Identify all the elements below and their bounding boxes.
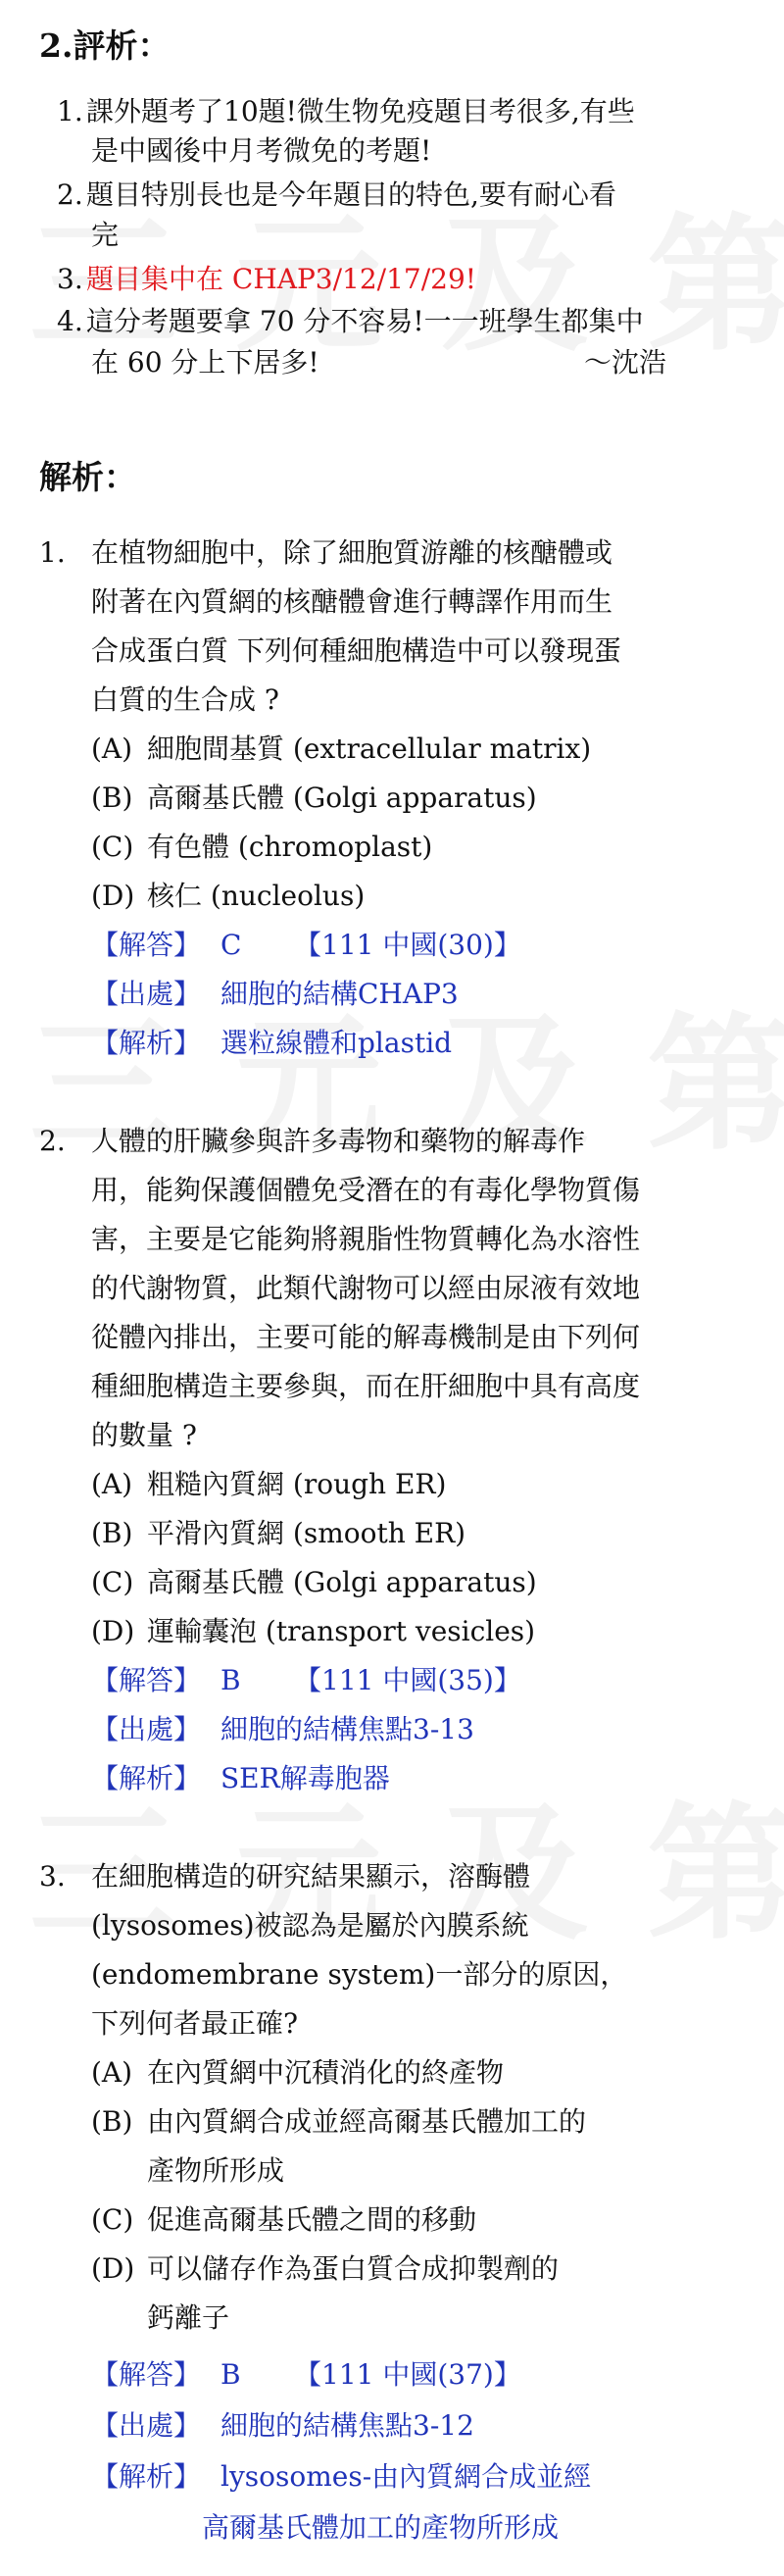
- q3-source-value: 細胞的結構焦點3-12: [220, 2409, 474, 2442]
- q2-stem-line-1: 人體的肝臟參與許多毒物和藥物的解毒作: [91, 1125, 586, 1157]
- q1-source-value: 細胞的結構CHAP3: [220, 978, 459, 1010]
- q3-explain-line-2: 高爾基氏體加工的產物所形成: [202, 2511, 560, 2544]
- q3-answer-tag: 【解答】: [91, 2358, 202, 2391]
- q1-option-c-text: 有色體 (chromoplast): [147, 831, 433, 863]
- q3-number: 3.: [39, 1860, 66, 1893]
- review-item-1-line-1: 課外題考了10題!微生物免疫題目考很多,有些: [86, 95, 635, 127]
- q2-option-b-text: 平滑內質網 (smooth ER): [147, 1517, 466, 1549]
- q2-option-c-text: 高爾基氏體 (Golgi apparatus): [147, 1566, 537, 1598]
- q3-option-a-text: 在內質網中沉積消化的終產物: [147, 2056, 505, 2089]
- q2-stem-line-7: 的數量 ?: [91, 1419, 197, 1451]
- q3-stem-line-3: (endomembrane system)一部分的原因，: [91, 1958, 628, 1991]
- review-item-3-line-1: 題目集中在 CHAP3/12/17/29!: [86, 263, 477, 295]
- q1-answer-tag: 【解答】: [91, 929, 202, 961]
- q3-option-b-text-1: 由內質網合成並經高爾基氏體加工的: [147, 2105, 587, 2138]
- q2-stem-line-4: 的代謝物質，此類代謝物可以經由尿液有效地: [91, 1272, 641, 1304]
- review-item-3-num: 3.: [57, 263, 83, 295]
- q2-option-d-label: (D): [91, 1615, 135, 1647]
- q2-answer-value: B: [220, 1664, 241, 1696]
- q1-option-b-label: (B): [91, 782, 133, 814]
- q3-option-a-label: (A): [91, 2056, 133, 2089]
- q2-explain-tag: 【解析】: [91, 1762, 202, 1794]
- q3-option-d-text-2: 鈣離子: [147, 2301, 230, 2334]
- q1-option-d-text: 核仁 (nucleolus): [147, 880, 366, 912]
- q2-option-b-label: (B): [91, 1517, 133, 1549]
- q2-answer-tag: 【解答】: [91, 1664, 202, 1696]
- analysis-heading: 解析：: [39, 458, 136, 496]
- q1-explain-tag: 【解析】: [91, 1027, 202, 1059]
- q3-exam-reference: 【111 中國(37)】: [294, 2358, 521, 2391]
- q2-option-a-label: (A): [91, 1468, 133, 1500]
- q1-stem-line-1: 在植物細胞中，除了細胞質游離的核醣體或: [91, 536, 613, 569]
- q2-explain-line-1: SER解毒胞器: [220, 1762, 390, 1794]
- q3-option-b-label: (B): [91, 2105, 133, 2138]
- q3-answer-value: B: [220, 2358, 241, 2391]
- q1-answer-value: C: [220, 929, 242, 961]
- q3-option-b-text-2: 產物所形成: [147, 2154, 285, 2187]
- q1-exam-reference: 【111 中國(30)】: [294, 929, 521, 961]
- q1-option-a-text: 細胞間基質 (extracellular matrix): [147, 732, 592, 765]
- q2-option-a-text: 粗糙內質網 (rough ER): [147, 1468, 447, 1500]
- q2-stem-line-5: 從體內排出，主要可能的解毒機制是由下列何: [91, 1321, 641, 1353]
- q1-source-tag: 【出處】: [91, 978, 202, 1010]
- q2-number: 2.: [39, 1125, 66, 1157]
- q3-explain-tag: 【解析】: [91, 2460, 202, 2493]
- q3-source-tag: 【出處】: [91, 2409, 202, 2442]
- q1-option-b-text: 高爾基氏體 (Golgi apparatus): [147, 782, 537, 814]
- q1-stem-line-2: 附著在內質網的核醣體會進行轉譯作用而生: [91, 585, 613, 618]
- q3-stem-line-4: 下列何者最正確?: [91, 2007, 299, 2040]
- q2-option-c-label: (C): [91, 1566, 134, 1598]
- review-item-2-num: 2.: [57, 178, 83, 211]
- q1-stem-line-4: 白質的生合成 ?: [91, 683, 279, 716]
- review-item-4-line-2: 在 60 分上下居多!: [91, 346, 319, 379]
- q3-option-d-text-1: 可以儲存作為蛋白質合成抑製劑的: [147, 2252, 560, 2285]
- review-item-1-line-2: 是中國後中月考微免的考題!: [91, 134, 432, 167]
- review-heading: 2.評析：: [39, 26, 171, 65]
- q3-option-c-label: (C): [91, 2203, 134, 2236]
- q2-stem-line-6: 種細胞構造主要參與，而在肝細胞中具有高度: [91, 1370, 641, 1402]
- review-item-2-line-2: 完: [91, 219, 120, 251]
- q1-option-c-label: (C): [91, 831, 134, 863]
- q3-explain-line-1: lysosomes-由內質網合成並經: [220, 2460, 592, 2493]
- q2-source-tag: 【出處】: [91, 1713, 202, 1745]
- q1-stem-line-3: 合成蛋白質 下列何種細胞構造中可以發現蛋: [91, 634, 621, 667]
- q1-explain-line-1: 選粒線體和plastid: [220, 1027, 453, 1059]
- review-item-4-num: 4.: [57, 305, 83, 337]
- q3-stem-line-1: 在細胞構造的研究結果顯示，溶酶體: [91, 1860, 531, 1893]
- q1-option-a-label: (A): [91, 732, 133, 765]
- q2-stem-line-2: 用，能夠保護個體免受潛在的有毒化學物質傷: [91, 1174, 641, 1206]
- q3-option-d-label: (D): [91, 2252, 135, 2285]
- review-item-4-line-1: 這分考題要拿 70 分不容易!一一班學生都集中: [86, 305, 644, 337]
- q1-number: 1.: [39, 536, 66, 569]
- q2-option-d-text: 運輸囊泡 (transport vesicles): [147, 1615, 536, 1647]
- q3-stem-line-2: (lysosomes)被認為是屬於內膜系統: [91, 1909, 529, 1942]
- q2-stem-line-3: 害，主要是它能夠將親脂性物質轉化為水溶性: [91, 1223, 641, 1255]
- q3-option-c-text: 促進高爾基氏體之間的移動: [147, 2203, 477, 2236]
- review-item-2-line-1: 題目特別長也是今年題目的特色,要有耐心看: [86, 178, 616, 211]
- review-signature: ～沈浩: [584, 346, 667, 379]
- q2-exam-reference: 【111 中國(35)】: [294, 1664, 521, 1696]
- review-item-1-num: 1.: [57, 95, 83, 127]
- q2-source-value: 細胞的結構焦點3-13: [220, 1713, 474, 1745]
- q1-option-d-label: (D): [91, 880, 135, 912]
